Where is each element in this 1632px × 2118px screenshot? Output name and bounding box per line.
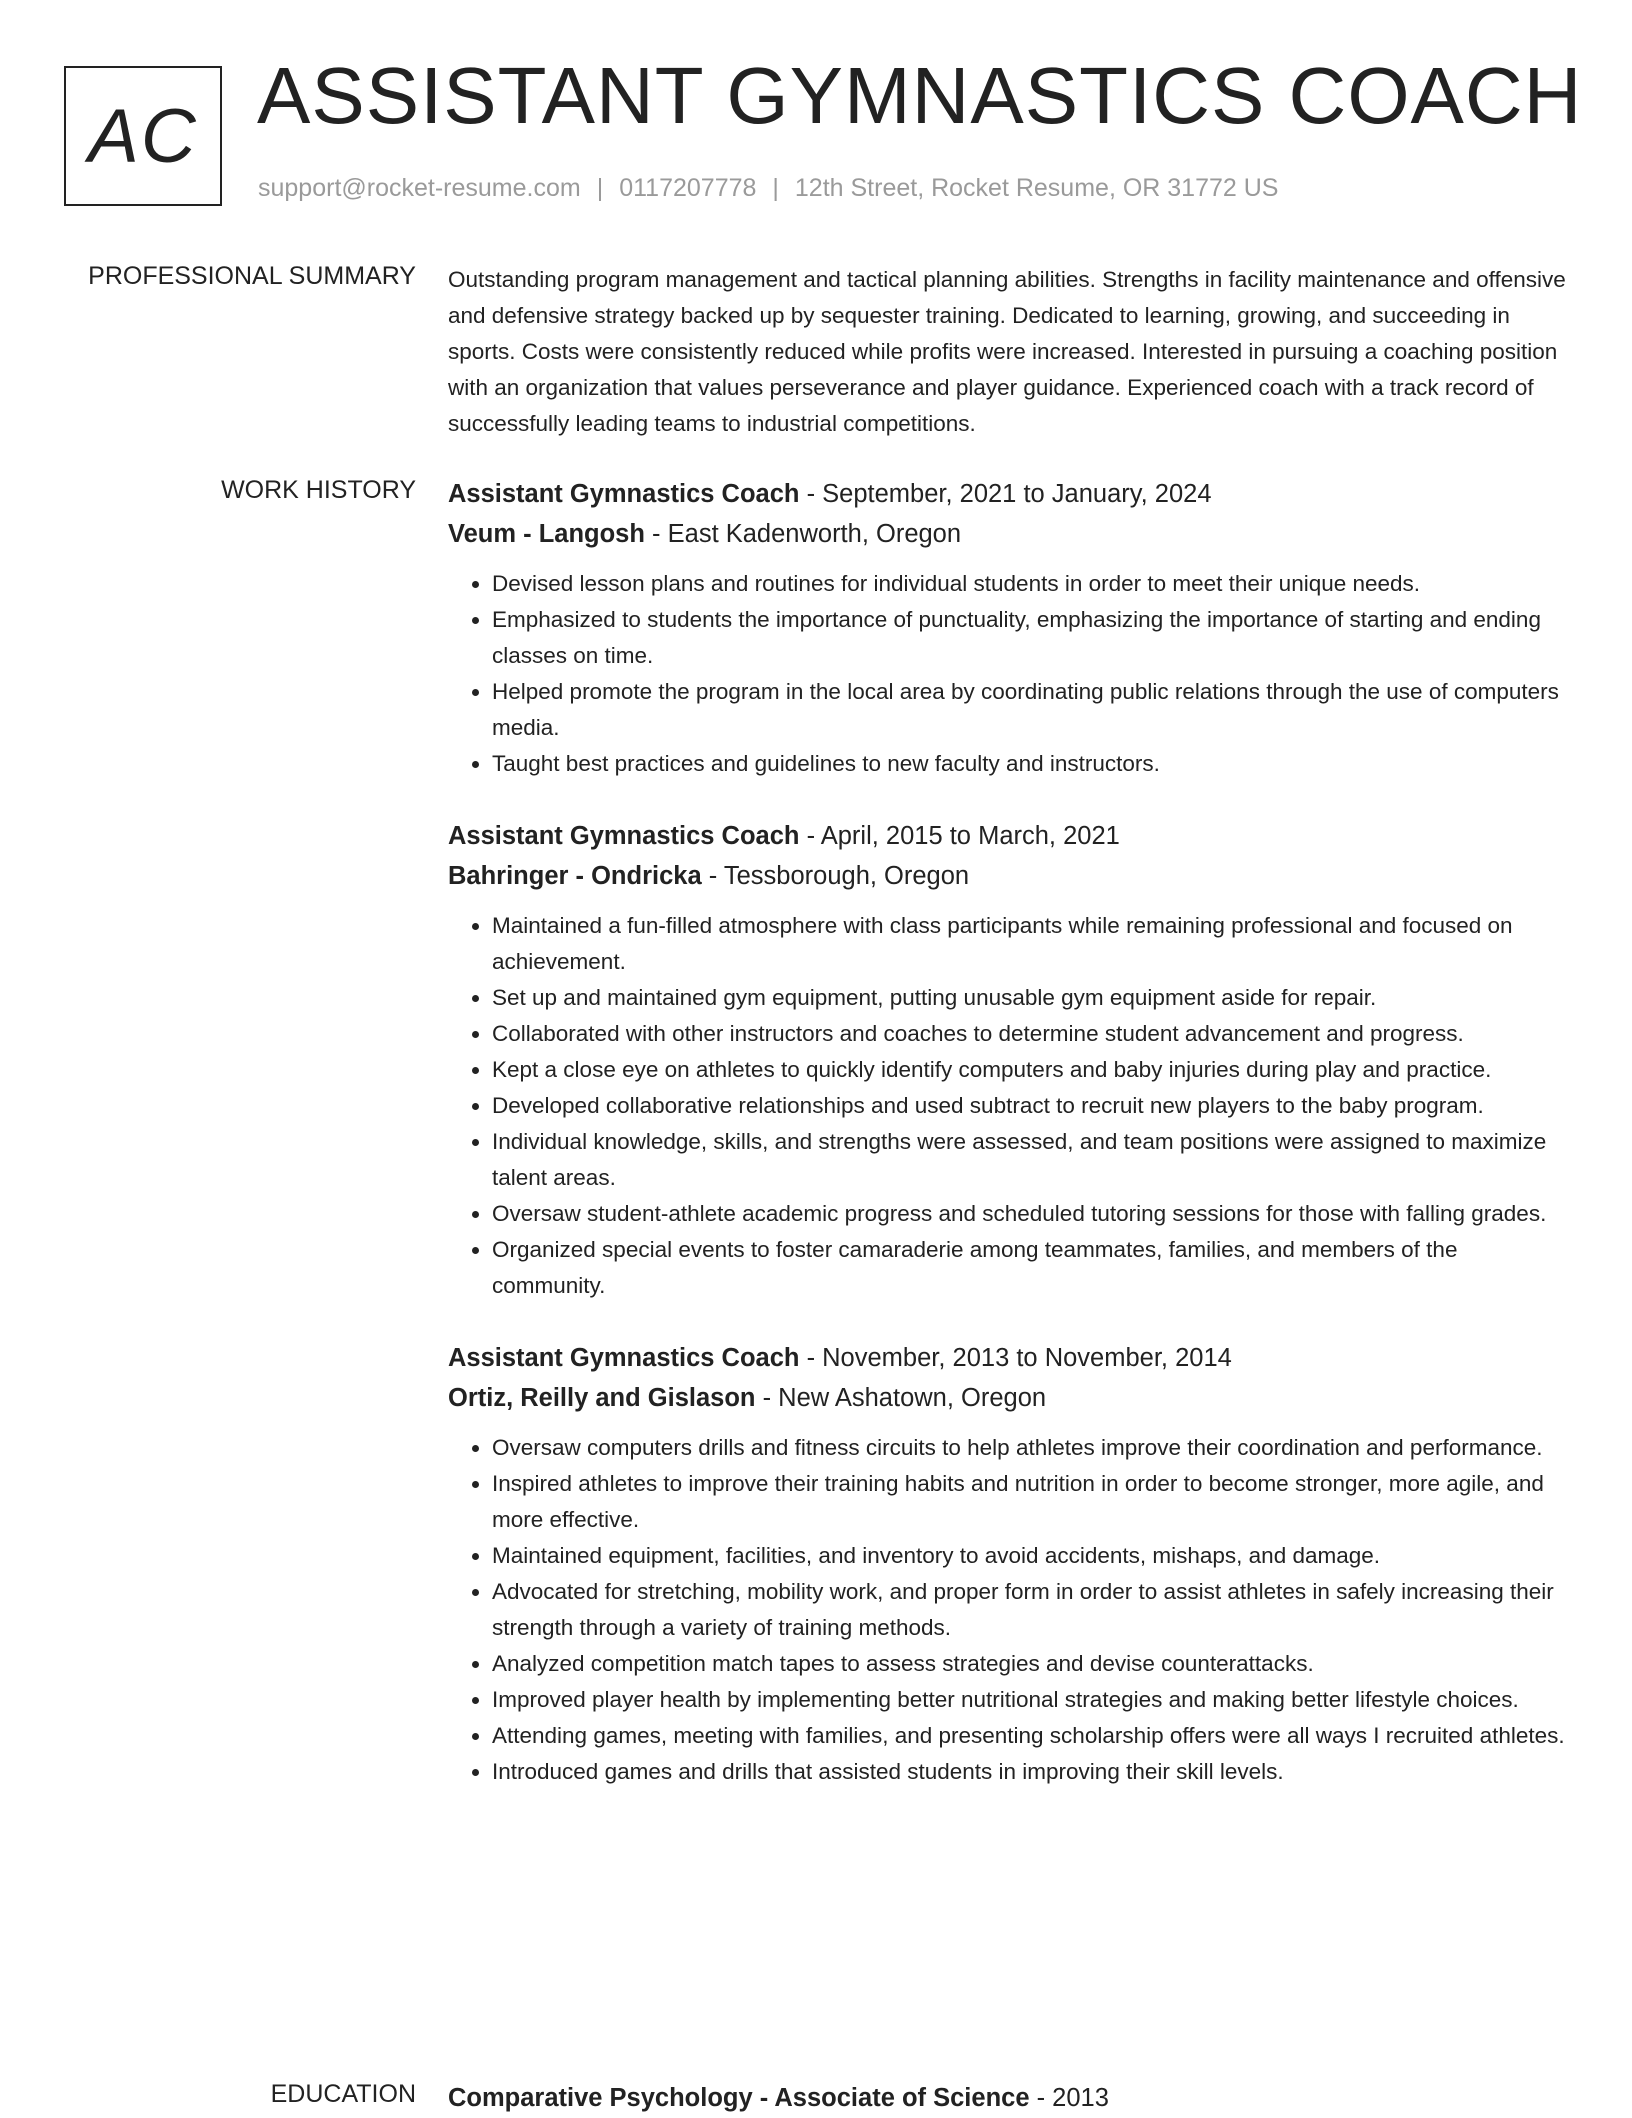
- jobs-list: [448, 474, 1568, 1824]
- job-location: - East Kadenworth, Oregon: [652, 520, 962, 548]
- contact-email[interactable]: support@rocket-resume.com: [258, 174, 581, 202]
- job-title: Assistant Gymnastics Coach: [448, 1344, 800, 1372]
- education-year: - 2013: [1036, 2084, 1109, 2112]
- job-location: - New Ashatown, Oregon: [762, 1384, 1047, 1412]
- job-entry: [448, 474, 1568, 782]
- job-company: Ortiz, Reilly and Gislason: [448, 1384, 756, 1412]
- job-bullets: [448, 908, 1568, 1304]
- job-title: Assistant Gymnastics Coach: [448, 822, 800, 850]
- job-company: Veum - Langosh: [448, 520, 645, 548]
- monogram-initials: AC: [88, 93, 198, 179]
- work-history-heading: WORK HISTORY: [221, 476, 416, 504]
- monogram-logo: [64, 66, 222, 206]
- job-dates: - April, 2015 to March, 2021: [806, 822, 1120, 850]
- job-location: - Tessborough, Oregon: [708, 862, 970, 890]
- job-bullet: • Advocated for stretching, mobility work, and proper form in order to assist athletes in safely increasing their strength through a variety of training methods.: [492, 1574, 1568, 1646]
- job-bullet: • Devised lesson plans and routines for individual students in order to meet their unique needs.: [492, 566, 1568, 602]
- contact-address: 12th Street, Rocket Resume, OR 31772 US: [794, 174, 1279, 202]
- job-dates: - November, 2013 to November, 2014: [806, 1344, 1232, 1372]
- job-entry: [448, 816, 1568, 1304]
- education-entry: [448, 2078, 1568, 2118]
- summary-heading: PROFESSIONAL SUMMARY: [88, 262, 416, 290]
- job-company-line: [448, 856, 1568, 896]
- job-entry: [448, 1338, 1568, 1790]
- job-company-line: [448, 1378, 1568, 1418]
- job-dates: - September, 2021 to January, 2024: [806, 480, 1212, 508]
- contact-phone[interactable]: 0117207778: [619, 174, 757, 202]
- job-bullets: [448, 566, 1568, 782]
- job-bullets: [448, 1430, 1568, 1790]
- job-bullet: • Collaborated with other instructors and coaches to determine student advancement and progress.: [492, 1016, 1568, 1052]
- job-bullet: • Emphasized to students the importance of punctuality, emphasizing the importance of starting and ending classes on time.: [492, 602, 1568, 674]
- job-title-line: [448, 1338, 1568, 1378]
- job-title-line: [448, 816, 1568, 856]
- job-bullet: • Maintained equipment, facilities, and inventory to avoid accidents, mishaps, and damage.: [492, 1538, 1568, 1574]
- resume-title: ASSISTANT GYMNASTICS COACH: [257, 51, 1583, 140]
- job-bullet: • Introduced games and drills that assisted students in improving their skill levels.: [492, 1754, 1568, 1790]
- job-bullet: • Set up and maintained gym equipment, putting unusable gym equipment aside for repair.: [492, 980, 1568, 1016]
- job-title-line: [448, 474, 1568, 514]
- job-bullet: • Oversaw student-athlete academic progress and scheduled tutoring sessions for those with falling grades.: [492, 1196, 1568, 1232]
- contact-separator: |: [596, 174, 604, 202]
- job-bullet: • Oversaw computers drills and fitness circuits to help athletes improve their coordination and performance.: [492, 1430, 1568, 1466]
- summary-text: Outstanding program management and tactical planning abilities. Strengths in facility maintenance and offensive and defensive strategy backed up by sequester training. Dedicated to learning, growing, and succeeding in sports. Costs were consistently reduced while profits were increased. Interested in pursuing a coaching position with an organization that values perseverance and player guidance. Experienced coach with a track record of successfully leading teams to industrial competitions.: [448, 267, 1566, 436]
- job-bullet: • Taught best practices and guidelines to new faculty and instructors.: [492, 746, 1568, 782]
- education-heading: EDUCATION: [270, 2080, 416, 2108]
- job-bullet: • Developed collaborative relationships and used subtract to recruit new players to the baby program.: [492, 1088, 1568, 1124]
- education-degree: Comparative Psychology - Associate of Science: [448, 2084, 1030, 2112]
- job-company-line: [448, 514, 1568, 554]
- contact-line: [258, 174, 1278, 203]
- job-bullet: • Attending games, meeting with families, and presenting scholarship offers were all ways I recruited athletes.: [492, 1718, 1568, 1754]
- job-company: Bahringer - Ondricka: [448, 862, 702, 890]
- job-bullet: • Analyzed competition match tapes to assess strategies and devise counterattacks.: [492, 1646, 1568, 1682]
- job-bullet: • Maintained a fun-filled atmosphere with class participants while remaining professional and focused on achievement.: [492, 908, 1568, 980]
- job-bullet: • Organized special events to foster camaraderie among teammates, families, and members of the community.: [492, 1232, 1568, 1304]
- job-bullet: • Inspired athletes to improve their training habits and nutrition in order to become stronger, more agile, and more effective.: [492, 1466, 1568, 1538]
- job-bullet: • Helped promote the program in the local area by coordinating public relations through the use of computers media.: [492, 674, 1568, 746]
- job-bullet: • Improved player health by implementing better nutritional strategies and making better lifestyle choices.: [492, 1682, 1568, 1718]
- job-title: Assistant Gymnastics Coach: [448, 480, 800, 508]
- contact-separator: |: [772, 174, 779, 202]
- job-bullet: • Individual knowledge, skills, and strengths were assessed, and team positions were assigned to maximize talent areas.: [492, 1124, 1568, 1196]
- job-bullet: • Kept a close eye on athletes to quickly identify computers and baby injuries during play and practice.: [492, 1052, 1568, 1088]
